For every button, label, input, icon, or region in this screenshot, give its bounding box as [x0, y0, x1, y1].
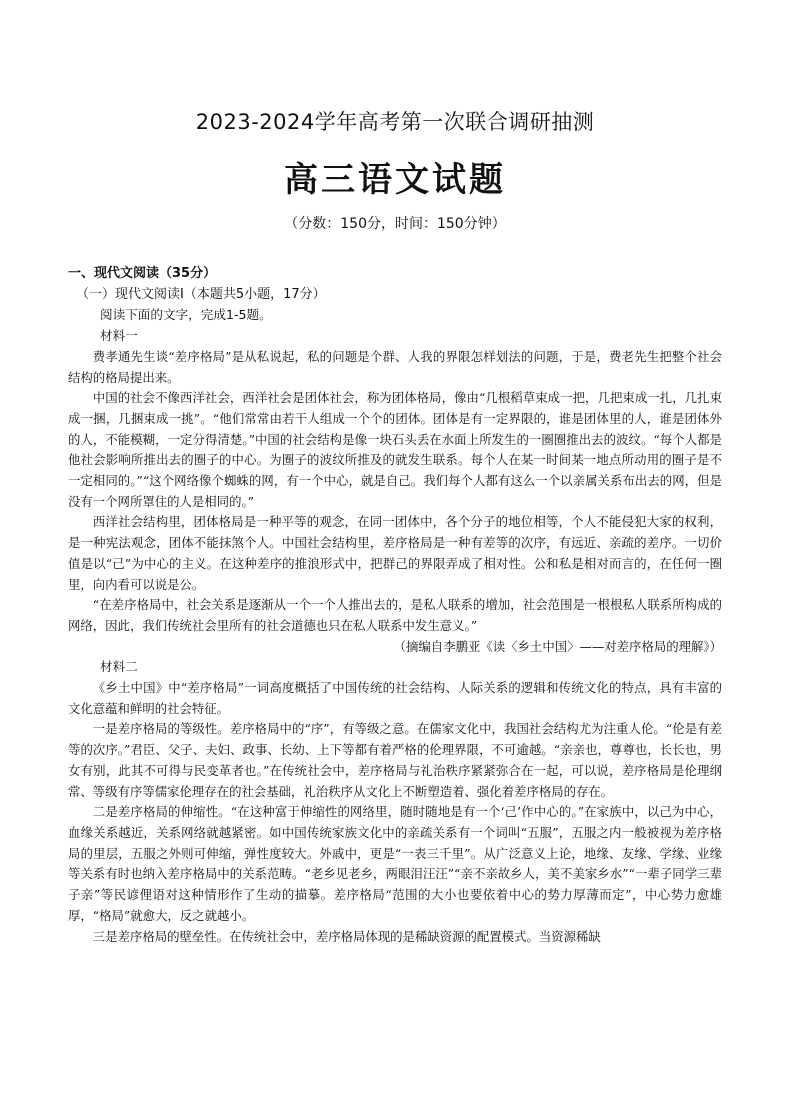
reading-instruction: 阅读下面的文字，完成1-5题。	[100, 307, 272, 323]
material-one-source: （摘编自李鹏亚《读〈乡土中国〉——对差序格局的理解》）	[393, 638, 722, 654]
material-two-paragraph: 一是差序格局的等级性。差序格局中的“序”，有等级之意。在儒家文化中，我国社会结构尤为注重人伦。“伦是有差等的次序。”君臣、父子、夫妇、政事、长幼、上下等都有着严格的伦理界限，不可逾越。“亲亲也，尊尊也，长长也，男女有别，此其不可得与民变革者也。”在传统社会中，差序格局与礼治秩序紧紧弥合在一起，可以说，差序格局是伦理纲常、等级有序等儒家伦理存在的社会基础，礼治秩序从文化上不断塑造着、强化着差序格局的存在。	[68, 721, 722, 799]
material-two-paragraph: 二是差序格局的伸缩性。“在这种富于伸缩性的网络里，随时随地是有一个‘己’作中心的。”在家族中，以己为中心，血缘关系越近，关系网络就越紧密。如中国传统家族文化中的亲疏关系有一个词叫“五服”，五服之内一般被视为差序格局的里层，五服之外则可伸缩，弹性度较大。外戚中，更是“一表三千里”。从广泛意义上论，地缘、友缘、学缘、业缘等关系有时也纳入差序格局中的关系范畴。“老乡见老乡，两眼泪汪汪”“亲不亲故乡人，美不美家乡水”“一辈子同学三辈子亲”等民谚俚语对这种情形作了生动的描摹。差序格局“范围的大小也要依着中心的势力厚薄而定”，中心势力愈雄厚，“格局”就愈大，反之就越小。	[68, 804, 722, 923]
exam-main-title: 高三语文试题	[284, 160, 506, 200]
material-one-paragraph: “在差序格局中，社会关系是逐渐从一个一个人推出去的，是私人联系的增加，社会范围是一根根私人联系所构成的网络，因此，我们传统社会里所有的社会道德也只在私人联系中发生意义。”	[68, 597, 722, 633]
material-one-paragraph: 费孝通先生谈“差序格局”是从私说起，私的问题是个群、人我的界限怎样划法的问题，于是，费老先生把整个社会结构的格局提出来。	[68, 348, 722, 385]
material-two-paragraph: 《乡土中国》中“差序格局”一词高度概括了中国传统的社会结构、人际关系的逻辑和传统文化的特点，具有丰富的文化意蕴和鲜明的社会特征。	[68, 680, 722, 716]
section-heading: 一、现代文阅读（35分）	[68, 266, 217, 281]
score-time-note: （分数：150分，时间：150分钟）	[284, 216, 506, 232]
subsection-heading: （一）现代文阅读Ⅰ（本题共5小题，17分）	[76, 286, 326, 302]
exam-content	[68, 264, 722, 947]
material-one-paragraph: 中国的社会不像西洋社会，西洋社会是团体社会，称为团体格局，像由“几根稻草束成一把，几把束成一扎，几扎束成一捆，几捆束成一挑”。“他们常常由若干人组成一个个的团体。团体是有一定界限的，谁是团体里的人，谁是团体外的人，不能模糊，一定分得清楚。”中国的社会结构是像一块石头丢在水面上所发生的一圈圈推出去的波纹。“每个人都是他社会影响所推出去的圈子的中心。为圈子的波纹所推及的就发生联系。每个人在某一时间某一地点所动用的圈子是不一定相同的。”“这个网络像个蜘蛛的网，有一个中心，就是自己。我们每个人都有这么一个以亲属关系布出去的网，但是没有一个网所罩住的人是相同的。”	[68, 390, 722, 509]
material-one-paragraph: 西洋社会结构里，团体格局是一种平等的观念，在同一团体中，各个分子的地位相等，个人不能侵犯大家的权利，是一种宪法观念，团体不能抹煞个人。中国社会结构里，差序格局是一种有差等的次序，有远近、亲疏的差序。一切价值是以“己”为中心的主义。在这种差序的推浪形式中，把群己的界限弄成了相对性。公和私是相对而言的，在任何一圈里，向内看可以说是公。	[68, 514, 722, 592]
material-one-label: 材料一	[100, 328, 138, 344]
exam-year-title: 2023-2024学年高考第一次联合调研抽测	[195, 110, 595, 134]
material-two-label: 材料二	[100, 659, 138, 675]
material-two-paragraph: 三是差序格局的壁垒性。在传统社会中，差序格局体现的是稀缺资源的配置模式。当资源稀缺	[92, 928, 601, 944]
